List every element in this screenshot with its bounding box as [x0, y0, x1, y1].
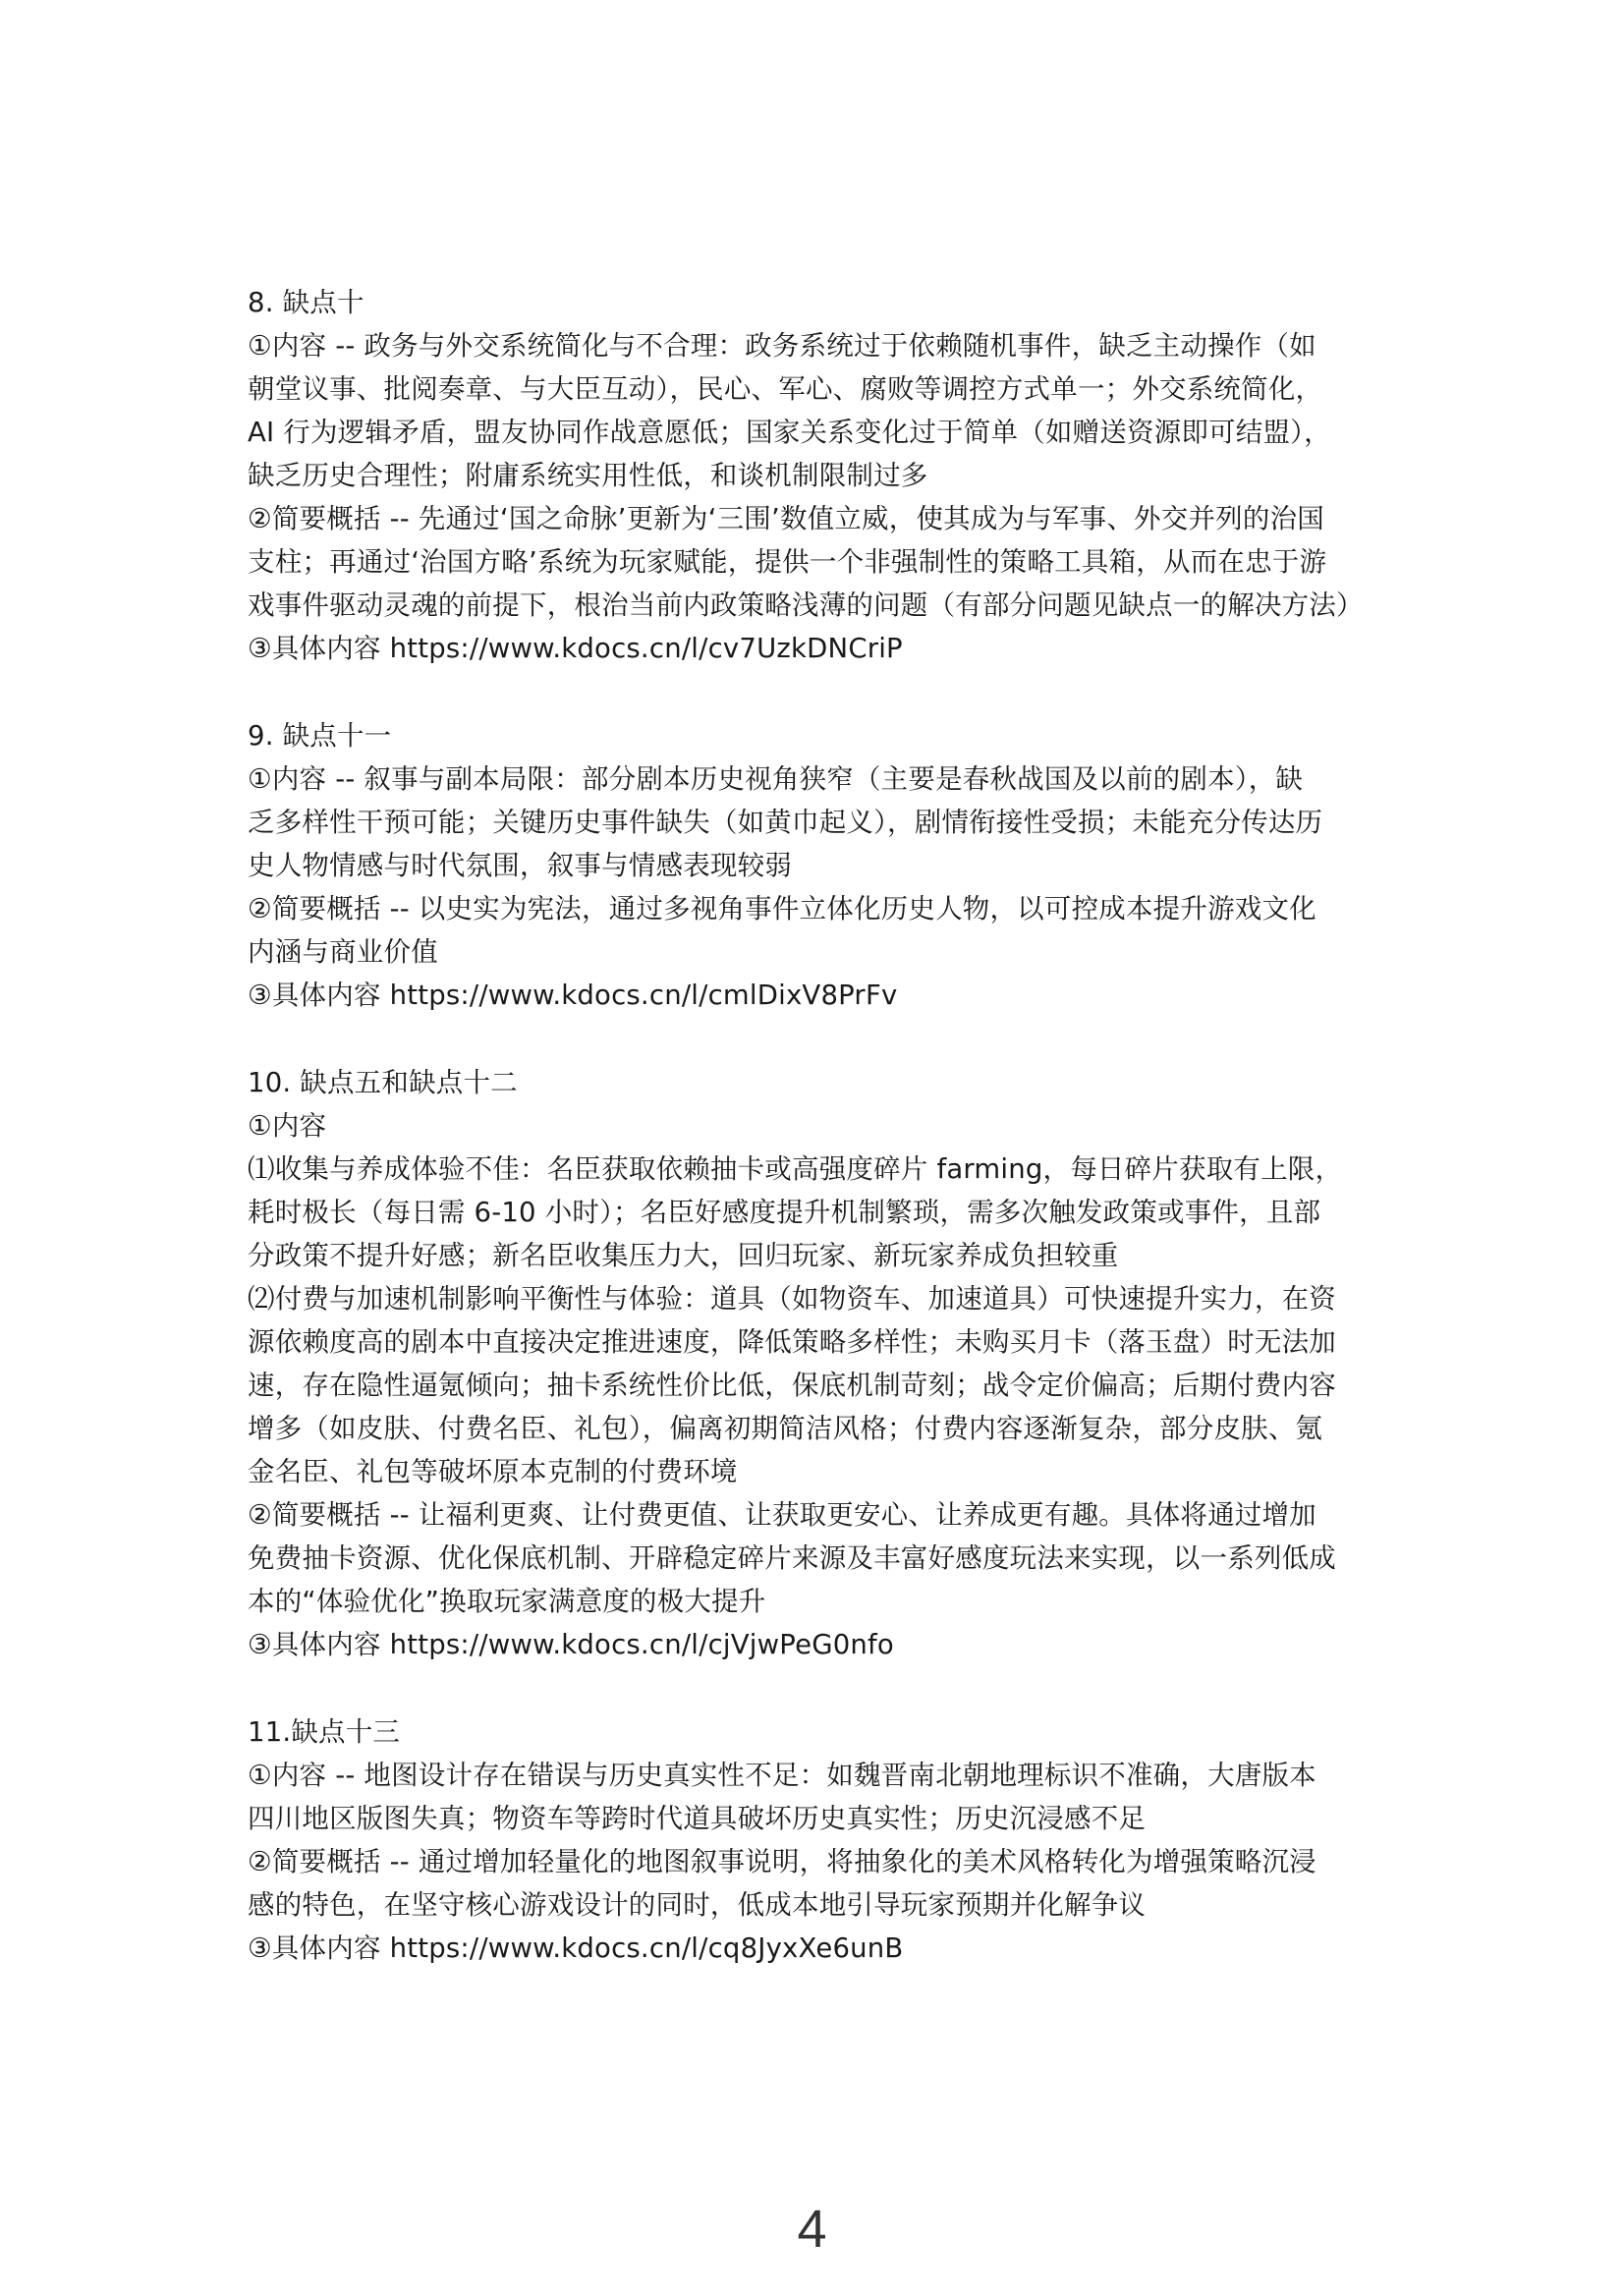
section-defect-10 [248, 281, 1387, 670]
content-line: ⑵付费与加速机制影响平衡性与体验：道具（如物资车、加速道具）可快速提升实力，在资 [248, 1283, 1336, 1315]
detail-link[interactable]: https://www.kdocs.cn/l/cv7UzkDNCriP [389, 633, 903, 664]
document-body [248, 281, 1387, 2014]
content-line: 内涵与商业价值 [248, 936, 438, 968]
content-line: ⑴收集与养成体验不佳：名臣获取依赖抽卡或高强度碎片 farming，每日碎片获取有上限， [248, 1153, 1343, 1185]
content-line: 四川地区版图失真；物资车等跨时代道具破坏历史真实性；历史沉浸感不足 [248, 1803, 1147, 1834]
content-line: 速，存在隐性逼氪倾向；抽卡系统性价比低，保底机制苛刻；战令定价偏高；后期付费内容 [248, 1370, 1336, 1401]
detail-link[interactable]: https://www.kdocs.cn/l/cmlDixV8PrFv [389, 980, 898, 1011]
content-line: AI 行为逻辑矛盾，盟友协同作战意愿低；国家关系变化过于简单（如赠送资源即可结盟）， [248, 417, 1331, 448]
content-line: ②简要概括 -- 让福利更爽、让付费更值、让获取更安心、让养成更有趣。具体将通过增加 [248, 1499, 1316, 1531]
section-defect-5-and-12 [248, 1061, 1387, 1666]
content-line: ②简要概括 -- 以史实为宪法，通过多视角事件立体化历史人物，以可控成本提升游戏文化 [248, 893, 1316, 924]
page-number: 4 [797, 2200, 827, 2259]
content-line: 耗时极长（每日需 6-10 小时）；名臣好感度提升机制繁琐，需多次触发政策或事件，且部 [248, 1197, 1321, 1228]
detail-link-line [248, 1623, 1387, 1666]
content-line: 缺乏历史合理性；附庸系统实用性低，和谈机制限制过多 [248, 460, 928, 491]
content-line: 朝堂议事、批阅奏章、与大臣互动），民心、军心、腐败等调控方式单一；外交系统简化， [248, 373, 1323, 405]
content-line: 源依赖度高的剧本中直接决定推进速度，降低策略多样性；未购买月卡（落玉盘）时无法加 [248, 1326, 1336, 1358]
content-line: 分政策不提升好感；新名臣收集压力大，回归玩家、新玩家养成负担较重 [248, 1240, 1119, 1271]
detail-link-line [248, 1927, 1387, 1970]
detail-link[interactable]: https://www.kdocs.cn/l/cq8JyxXe6unB [389, 1932, 904, 1964]
section-heading: 8. 缺点十 [248, 287, 364, 318]
content-line: 本的“体验优化”换取玩家满意度的极大提升 [248, 1586, 766, 1617]
detail-link-line [248, 627, 1387, 670]
section-heading: 9. 缺点十一 [248, 720, 392, 752]
content-line: 乏多样性干预可能；关键历史事件缺失（如黄巾起义），剧情衔接性受损；未能充分传达历 [248, 807, 1323, 838]
content-line: 支柱；再通过‘治国方略’系统为玩家赋能，提供一个非强制性的策略工具箱，从而在忠于游 [248, 546, 1327, 578]
detail-label: ③具体内容 [248, 633, 390, 664]
section-defect-11 [248, 714, 1387, 1017]
content-line: 金名臣、礼包等破坏原本克制的付费环境 [248, 1456, 738, 1487]
detail-label: ③具体内容 [248, 1932, 390, 1964]
content-line: ①内容 [248, 1110, 327, 1142]
detail-link[interactable]: https://www.kdocs.cn/l/cjVjwPeG0nfo [389, 1629, 894, 1660]
section-heading: 10. 缺点五和缺点十二 [248, 1067, 518, 1098]
content-line: 戏事件驱动灵魂的前提下，根治当前内政策略浅薄的问题（有部分问题见缺点一的解决方法） [248, 589, 1364, 621]
detail-label: ③具体内容 [248, 1629, 390, 1660]
content-line: ①内容 -- 地图设计存在错误与历史真实性不足：如魏晋南北朝地理标识不准确，大唐版本 [248, 1760, 1316, 1791]
content-line: ②简要概括 -- 先通过‘国之命脉’更新为‘三围’数值立威，使其成为与军事、外交并列的治国 [248, 503, 1324, 534]
section-defect-13 [248, 1710, 1387, 1970]
detail-label: ③具体内容 [248, 980, 390, 1011]
content-line: ②简要概括 -- 通过增加轻量化的地图叙事说明，将抽象化的美术风格转化为增强策略沉浸 [248, 1846, 1316, 1877]
content-line: 感的特色，在坚守核心游戏设计的同时，低成本地引导玩家预期并化解争议 [248, 1889, 1147, 1921]
content-line: ①内容 -- 叙事与副本局限：部分剧本历史视角狭窄（主要是春秋战国及以前的剧本），缺 [248, 763, 1304, 795]
content-line: 增多（如皮肤、付费名臣、礼包），偏离初期简洁风格；付费内容逐渐复杂，部分皮肤、氪 [248, 1413, 1323, 1444]
detail-link-line [248, 974, 1387, 1017]
content-line: 史人物情感与时代氛围，叙事与情感表现较弱 [248, 850, 792, 881]
content-line: ①内容 -- 政务与外交系统简化与不合理：政务系统过于依赖随机事件，缺乏主动操作（如 [248, 330, 1316, 362]
content-line: 免费抽卡资源、优化保底机制、开辟稳定碎片来源及丰富好感度玩法来实现，以一系列低成 [248, 1542, 1336, 1574]
section-heading: 11.缺点十三 [248, 1716, 401, 1748]
